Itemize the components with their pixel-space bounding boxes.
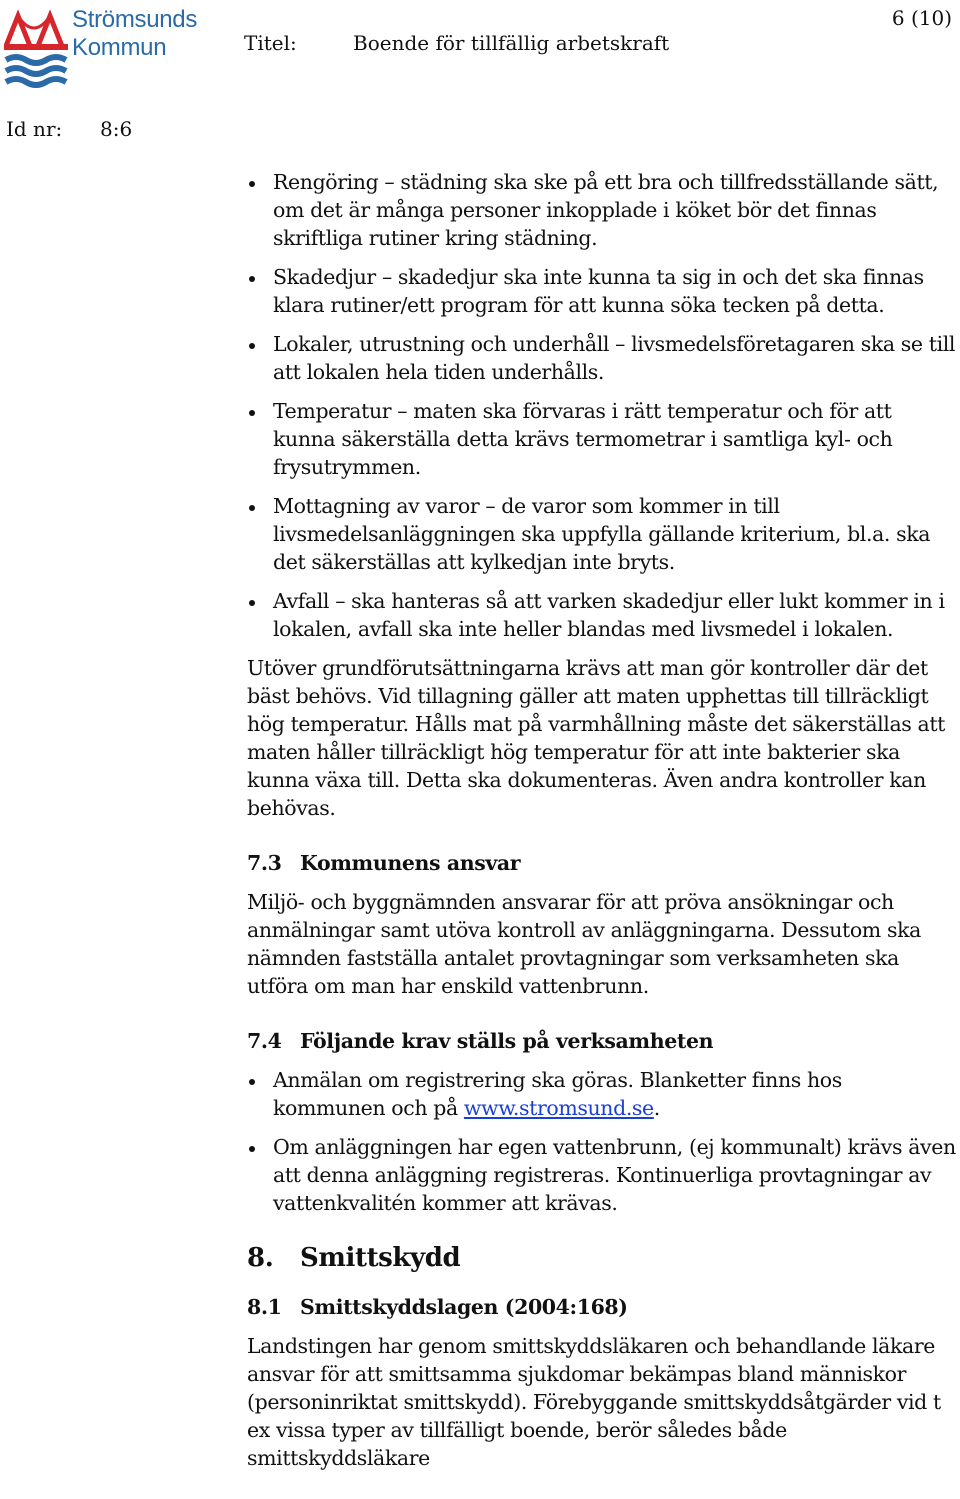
section-heading-7-4 <box>247 1027 957 1055</box>
list-item <box>247 1066 957 1122</box>
page-header <box>0 0 960 150</box>
document-title: Boende för tillfällig arbetskraft <box>353 31 670 55</box>
section-number: 7.3 <box>247 851 282 875</box>
section-title: Smittskydd <box>300 1243 461 1273</box>
section-heading-8-1 <box>247 1293 957 1321</box>
list-item: Om anläggningen har egen vattenbrunn, (ej kommunalt) krävs även att denna anläggning registreras. Kontinuerliga provtagningar av vattenkvalitén kommer att krävas. <box>247 1133 957 1217</box>
list-item: Avfall – ska hanteras så att varken skadedjur eller lukt kommer in i lokalen, avfall ska inte heller blandas med livsmedel i lokalen. <box>247 587 957 643</box>
municipality-website-link[interactable]: www.stromsund.se <box>463 1096 654 1120</box>
requirements-list <box>247 1066 957 1217</box>
list-item-text: Anmälan om registrering ska göras. Blanketter finns hos kommunen och på <box>273 1068 842 1120</box>
list-item-end: . <box>653 1096 660 1120</box>
list-item: Lokaler, utrustning och underhåll – livsmedelsföretagaren ska se till att lokalen hela tiden underhålls. <box>247 330 957 386</box>
list-item: Rengöring – städning ska ske på ett bra och tillfredsställande sätt, om det är många personer inkopplade i köket bör det finnas skriftliga rutiner kring städning. <box>247 168 957 252</box>
municipality-responsibility-paragraph: Miljö- och byggnämnden ansvarar för att pröva ansökningar och anmälningar samt utöva kontroll av anläggningarna. Dessutom ska nämnden fastställa antalet provtagningar som verksamheten ska utföra om man har enskild vattenbrunn. <box>247 890 921 998</box>
infection-control-paragraph: Landstingen har genom smittskyddsläkaren och behandlande läkare ansvar för att smittsamma sjukdomar bekämpas bland människor (personinriktat smittskydd). Förebyggande smittskyddsåtgärder vid t ex vissa typer av tillfälligt boende, berör således både smittskyddsläkare <box>247 1334 941 1470</box>
section-title: Smittskyddslagen (2004:168) <box>300 1295 628 1319</box>
logo-text-line2: Kommun <box>72 34 167 61</box>
section-heading-7-3 <box>247 849 957 877</box>
list-item: Skadedjur – skadedjur ska inte kunna ta sig in och det ska finnas klara rutiner/ett program för att kunna söka tecken på detta. <box>247 263 957 319</box>
bridge-wave-logo-icon <box>4 6 68 88</box>
section-title: Följande krav ställs på verksamheten <box>300 1029 714 1053</box>
hygiene-requirements-list <box>247 168 957 643</box>
section-number: 8.1 <box>247 1295 282 1319</box>
document-body <box>247 168 957 1499</box>
controls-paragraph: Utöver grundförutsättningarna krävs att man gör kontroller där det bäst behövs. Vid tillagning gäller att maten upphettas till tillräckligt hög temperatur. Hålls mat på varmhållning måste det säkerställas att maten håller tillräckligt hög temperatur för att inte bakterier ska kunna växa till. Detta ska dokumenteras. Även andra kontroller kan behövas. <box>247 656 946 820</box>
id-value: 8:6 <box>100 117 133 141</box>
title-label: Titel: <box>244 31 297 55</box>
section-number: 8. <box>247 1243 274 1273</box>
municipality-logo <box>4 6 198 88</box>
page-number: 6 (10) <box>891 6 952 30</box>
section-title: Kommunens ansvar <box>300 851 521 875</box>
list-item: Temperatur – maten ska förvaras i rätt temperatur och för att kunna säkerställa detta krävs termometrar i samtliga kyl- och frysutrymmen. <box>247 397 957 481</box>
section-heading-8 <box>247 1243 957 1273</box>
id-label: Id nr: <box>6 117 63 141</box>
list-item: Mottagning av varor – de varor som kommer in till livsmedelsanläggningen ska uppfylla gällande kriterium, bl.a. ska det säkerställas att kylkedjan inte bryts. <box>247 492 957 576</box>
logo-text-line1: Strömsunds <box>72 6 198 33</box>
section-number: 7.4 <box>247 1029 282 1053</box>
